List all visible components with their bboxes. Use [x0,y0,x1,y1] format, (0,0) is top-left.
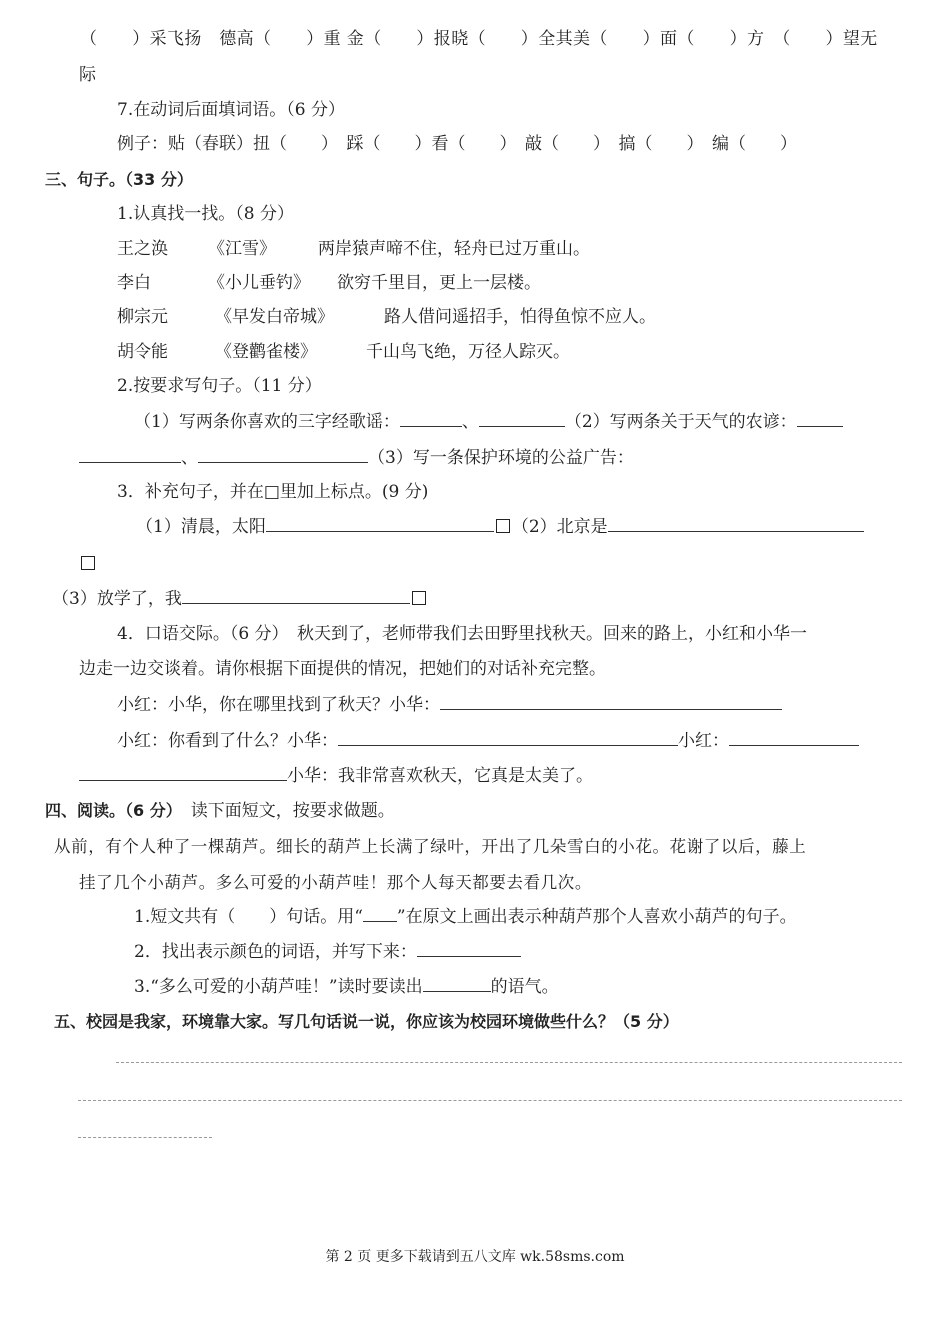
section-3-title: 三、句子。（33 分） [45,170,193,189]
answer-blank[interactable] [440,693,782,710]
answer-blank[interactable] [198,446,368,463]
q2-prompt: 2．找出表示颜色的词语，并写下来： [134,942,417,962]
s3-q2-line2 [79,446,634,470]
answer-blank[interactable] [417,940,521,957]
answer-blank[interactable] [797,410,843,427]
s3-q3-box [79,552,97,576]
s3-q4: 4．口语交际。（6 分） 秋天到了，老师带我们去田野里找秋天。回来的路上，小红和小华一 [117,624,808,644]
s3-q3-line1 [136,515,864,539]
s4-q2 [134,940,521,964]
reading-passage-2: 挂了几个小葫芦。多么可爱的小葫芦哇！那个人每天都要去看几次。 [79,873,592,892]
poem-author: 胡令能 [117,342,168,362]
answer-blank[interactable] [79,446,181,463]
s3-q3-line3 [52,587,428,611]
idiom-line-2: 际 [79,65,96,85]
page-footer: 第 2 页 更多下载请到五八文库 wk.58sms.com [325,1249,625,1265]
idiom-line-1: （ ）采飞扬 德高（ ）重 金（ ）报晓（ ）全其美（ ）面（ ）方 （ ）望无 [80,29,878,49]
q7-title: 7.在动词后面填词语。（6 分） [117,100,345,120]
q1-prompt-end: ”在原文上画出表示种葫芦那个人喜欢小葫芦的句子。 [396,907,797,927]
poem-title: 《江雪》 [208,239,276,259]
q2c-prompt: （3）写一条保护环境的公益广告： [368,448,634,468]
answer-blank[interactable] [266,515,494,532]
dialog-prompt: 小华：我非常喜欢秋天，它真是太美了。 [287,766,593,786]
writing-line[interactable] [78,1137,212,1138]
q2b-prompt: （2）写两条关于天气的农谚： [564,412,797,432]
dialog-prompt: 小红： [678,731,729,751]
writing-line[interactable] [116,1062,902,1063]
s3-q3: 3．补充句子，并在□里加上标点。(9 分) [117,482,429,502]
poem-line: 路人借问遥招手，怕得鱼惊不应人。 [384,307,656,327]
answer-blank[interactable] [338,729,678,746]
punctuation-box[interactable] [496,519,510,533]
answer-blank[interactable] [182,587,410,604]
s4-q3 [134,975,559,999]
answer-blank[interactable] [400,410,462,427]
poem-line: 千山鸟飞绝，万径人踪灭。 [366,342,570,362]
q2a-prompt: （1）写两条你喜欢的三字经歌谣： [134,412,400,432]
poem-line: 两岸猿声啼不住，轻舟已过万重山。 [318,239,590,259]
q3-prompt: 3.“多么可爱的小葫芦哇！”读时要读出 [134,977,423,997]
dialog-prompt: 小红：你看到了什么？小华： [117,731,338,751]
dialog-line-2 [117,729,859,753]
poem-title: 《登鹳雀楼》 [215,342,317,362]
q3-prompt-end: 的语气。 [490,977,559,997]
q3c-prompt: （3）放学了，我 [52,589,182,609]
q7-example: 例子：贴（春联）扭（ ） 踩（ ）看（ ） 敲（ ） 搞（ ） 编（ ） [117,134,797,154]
answer-blank[interactable] [363,905,397,922]
section-5-title: 五、校园是我家，环境靠大家。写几句话说一说，你应该为校园环境做些什么？（5 分） [54,1012,679,1031]
poem-author: 王之涣 [117,239,168,259]
poem-author: 柳宗元 [117,307,168,327]
punctuation-box[interactable] [412,591,426,605]
answer-blank[interactable] [479,410,565,427]
poem-title: 《早发白帝城》 [215,307,334,327]
s4-q1 [134,905,797,929]
answer-blank[interactable] [423,975,491,992]
reading-passage-1: 从前，有个人种了一棵葫芦。细长的葫芦上长满了绿叶，开出了几朵雪白的小花。花谢了以后，藤上 [54,837,807,856]
poem-author: 李白 [117,273,151,293]
section-4-heading: 四、阅读。（6 分） [45,801,174,820]
s3-q2: 2.按要求写句子。（11 分） [117,376,322,396]
writing-line[interactable] [78,1100,902,1101]
s3-q2-line1 [134,410,843,434]
q3a-prompt: （1）清晨，太阳 [136,517,266,537]
punctuation-box[interactable] [81,556,95,570]
separator: 、 [181,448,198,468]
q3b-prompt: （2）北京是 [511,517,608,537]
q1-prompt: 1.短文共有（ ）句话。用“ [134,907,363,927]
s3-q4-cont: 边走一边交谈着。请你根据下面提供的情况，把她们的对话补充完整。 [79,659,606,679]
section-4-instruction: 读下面短文，按要求做题。 [190,801,395,821]
poem-title: 《小儿垂钓》 [208,273,310,293]
separator: 、 [461,412,479,432]
section-4-title [45,799,395,823]
answer-blank[interactable] [729,729,859,746]
dialog-line-3 [79,764,593,788]
dialog-line-1 [117,693,782,717]
s3-q1: 1.认真找一找。（8 分） [117,204,294,224]
poem-line: 欲穷千里目，更上一层楼。 [337,273,541,293]
dialog-prompt: 小红：小华，你在哪里找到了秋天？小华： [117,695,440,715]
answer-blank[interactable] [79,764,287,781]
answer-blank[interactable] [608,515,864,532]
